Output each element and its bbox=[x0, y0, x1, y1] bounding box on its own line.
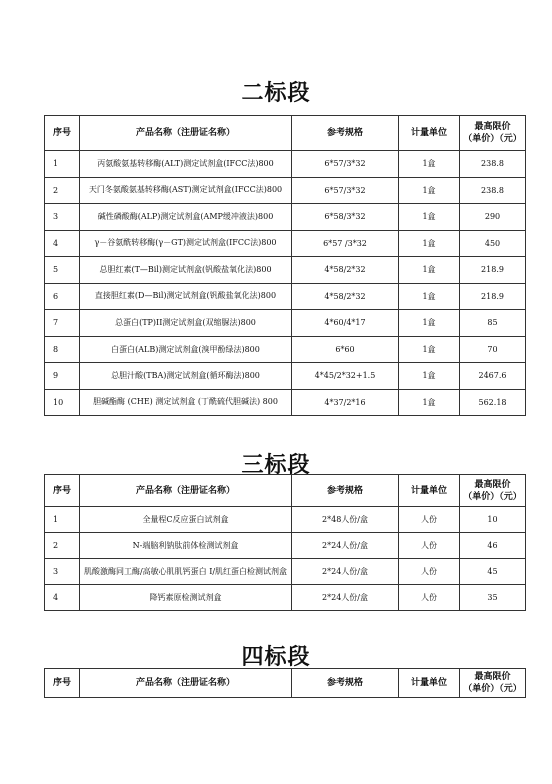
cell-name: 胆碱酯酶 (CHE) 测定试剂盒 (丁酰硫代胆碱法) 800 bbox=[80, 389, 292, 416]
cell-spec: 4*58/2*32 bbox=[292, 257, 399, 284]
cell-seq: 9 bbox=[45, 363, 80, 390]
cell-price: 35 bbox=[460, 585, 526, 611]
cell-unit: 1盒 bbox=[399, 310, 460, 337]
cell-unit: 1盒 bbox=[399, 151, 460, 178]
cell-price: 2467.6 bbox=[460, 363, 526, 390]
cell-seq: 10 bbox=[45, 389, 80, 416]
table-header-row bbox=[45, 475, 526, 507]
cell-seq: 3 bbox=[45, 204, 80, 231]
cell-name: 碱性磷酸酶(ALP)测定试剂盒(AMP缓冲液法)800 bbox=[80, 204, 292, 231]
cell-unit: 1盒 bbox=[399, 336, 460, 363]
table-row bbox=[45, 257, 526, 284]
header-spec: 参考规格 bbox=[292, 475, 399, 507]
cell-price: 85 bbox=[460, 310, 526, 337]
cell-name: N-端脑利钠肽前体检测试剂盒 bbox=[80, 533, 292, 559]
section-3-table bbox=[44, 474, 526, 611]
table-row bbox=[45, 283, 526, 310]
table-row bbox=[45, 363, 526, 390]
cell-spec: 4*37/2*16 bbox=[292, 389, 399, 416]
cell-seq: 4 bbox=[45, 230, 80, 257]
table-header-row bbox=[45, 669, 526, 698]
cell-seq: 5 bbox=[45, 257, 80, 284]
table-row bbox=[45, 389, 526, 416]
cell-seq: 2 bbox=[45, 533, 80, 559]
cell-unit: 1盒 bbox=[399, 363, 460, 390]
section-title-4: 四标段 bbox=[241, 644, 311, 670]
cell-price: 238.8 bbox=[460, 151, 526, 178]
cell-unit: 人份 bbox=[399, 559, 460, 585]
cell-price: 10 bbox=[460, 507, 526, 533]
cell-spec: 6*57/3*32 bbox=[292, 151, 399, 178]
cell-unit: 人份 bbox=[399, 507, 460, 533]
header-price bbox=[460, 475, 526, 507]
header-price-line2: （单价）（元） bbox=[463, 134, 522, 144]
header-name: 产品名称（注册证名称） bbox=[80, 116, 292, 151]
cell-name: 总胆红素(T—Bil)测定试剂盒(钒酸盐氧化法)800 bbox=[80, 257, 292, 284]
cell-spec: 6*58/3*32 bbox=[292, 204, 399, 231]
cell-spec: 4*45/2*32+1.5 bbox=[292, 363, 399, 390]
section-title-2: 二标段 bbox=[241, 80, 311, 106]
cell-unit: 1盒 bbox=[399, 177, 460, 204]
table-row bbox=[45, 533, 526, 559]
table-row bbox=[45, 310, 526, 337]
header-price-line2: （单价）（元） bbox=[463, 684, 522, 694]
header-price-line1: 最高限价 bbox=[474, 122, 511, 132]
cell-unit: 人份 bbox=[399, 585, 460, 611]
section-title-3: 三标段 bbox=[241, 452, 311, 478]
cell-seq: 8 bbox=[45, 336, 80, 363]
cell-price: 218.9 bbox=[460, 283, 526, 310]
cell-unit: 1盒 bbox=[399, 230, 460, 257]
cell-unit: 1盒 bbox=[399, 389, 460, 416]
cell-seq: 6 bbox=[45, 283, 80, 310]
table-row bbox=[45, 230, 526, 257]
header-name: 产品名称（注册证名称） bbox=[80, 669, 292, 698]
cell-spec: 6*57/3*32 bbox=[292, 177, 399, 204]
cell-unit: 1盒 bbox=[399, 283, 460, 310]
header-unit: 计量单位 bbox=[399, 669, 460, 698]
table-row bbox=[45, 204, 526, 231]
cell-name: 白蛋白(ALB)测定试剂盒(溴甲酚绿法)800 bbox=[80, 336, 292, 363]
section-2-table bbox=[44, 115, 526, 416]
cell-spec: 2*24人份/盒 bbox=[292, 533, 399, 559]
cell-spec: 4*58/2*32 bbox=[292, 283, 399, 310]
header-seq: 序号 bbox=[45, 116, 80, 151]
header-price bbox=[460, 669, 526, 698]
table-row bbox=[45, 585, 526, 611]
cell-spec: 2*24人份/盒 bbox=[292, 559, 399, 585]
header-unit: 计量单位 bbox=[399, 475, 460, 507]
table-header-row bbox=[45, 116, 526, 151]
cell-price: 46 bbox=[460, 533, 526, 559]
cell-price: 70 bbox=[460, 336, 526, 363]
cell-seq: 1 bbox=[45, 507, 80, 533]
cell-seq: 3 bbox=[45, 559, 80, 585]
cell-spec: 4*60/4*17 bbox=[292, 310, 399, 337]
cell-name: 总胆汁酸(TBA)测定试剂盒(循环酶法)800 bbox=[80, 363, 292, 390]
cell-name: 总蛋白(TP)II测定试剂盒(双缩脲法)800 bbox=[80, 310, 292, 337]
section-4-table bbox=[44, 668, 526, 698]
table-row bbox=[45, 559, 526, 585]
cell-spec: 6*60 bbox=[292, 336, 399, 363]
cell-unit: 人份 bbox=[399, 533, 460, 559]
cell-name: γ－谷氨酰转移酶(γ－GT)测定试剂盒(IFCC法)800 bbox=[80, 230, 292, 257]
cell-name: 肌酸激酶同工酶/高敏心肌肌钙蛋白 I/肌红蛋白检测试剂盒 bbox=[80, 559, 292, 585]
table-row bbox=[45, 507, 526, 533]
header-price bbox=[460, 116, 526, 151]
cell-price: 45 bbox=[460, 559, 526, 585]
cell-seq: 2 bbox=[45, 177, 80, 204]
header-spec: 参考规格 bbox=[292, 669, 399, 698]
cell-seq: 7 bbox=[45, 310, 80, 337]
header-seq: 序号 bbox=[45, 669, 80, 698]
cell-spec: 2*48人份/盒 bbox=[292, 507, 399, 533]
section-2-rows bbox=[45, 151, 526, 416]
section-3-rows bbox=[45, 507, 526, 611]
header-spec: 参考规格 bbox=[292, 116, 399, 151]
cell-name: 降钙素原检测试剂盒 bbox=[80, 585, 292, 611]
table-row bbox=[45, 151, 526, 178]
cell-spec: 2*24人份/盒 bbox=[292, 585, 399, 611]
header-price-line1: 最高限价 bbox=[474, 479, 511, 490]
header-price-line1: 最高限价 bbox=[474, 672, 511, 682]
cell-spec: 6*57 /3*32 bbox=[292, 230, 399, 257]
cell-price: 562.18 bbox=[460, 389, 526, 416]
cell-price: 238.8 bbox=[460, 177, 526, 204]
table-row bbox=[45, 336, 526, 363]
cell-name: 丙氨酸氨基转移酶(ALT)测定试剂盒(IFCC法)800 bbox=[80, 151, 292, 178]
cell-price: 218.9 bbox=[460, 257, 526, 284]
cell-name: 天门冬氨酸氨基转移酶(AST)测定试剂盒(IFCC法)800 bbox=[80, 177, 292, 204]
header-seq: 序号 bbox=[45, 475, 80, 507]
cell-seq: 1 bbox=[45, 151, 80, 178]
cell-seq: 4 bbox=[45, 585, 80, 611]
cell-unit: 1盒 bbox=[399, 204, 460, 231]
header-unit: 计量单位 bbox=[399, 116, 460, 151]
header-name: 产品名称（注册证名称） bbox=[80, 475, 292, 507]
cell-price: 290 bbox=[460, 204, 526, 231]
header-price-line2: （单价）（元） bbox=[463, 491, 522, 502]
cell-name: 全量程C反应蛋白试剂盒 bbox=[80, 507, 292, 533]
cell-unit: 1盒 bbox=[399, 257, 460, 284]
table-row bbox=[45, 177, 526, 204]
cell-price: 450 bbox=[460, 230, 526, 257]
cell-name: 直接胆红素(D—Bil)测定试剂盒(钒酸盐氧化法)800 bbox=[80, 283, 292, 310]
